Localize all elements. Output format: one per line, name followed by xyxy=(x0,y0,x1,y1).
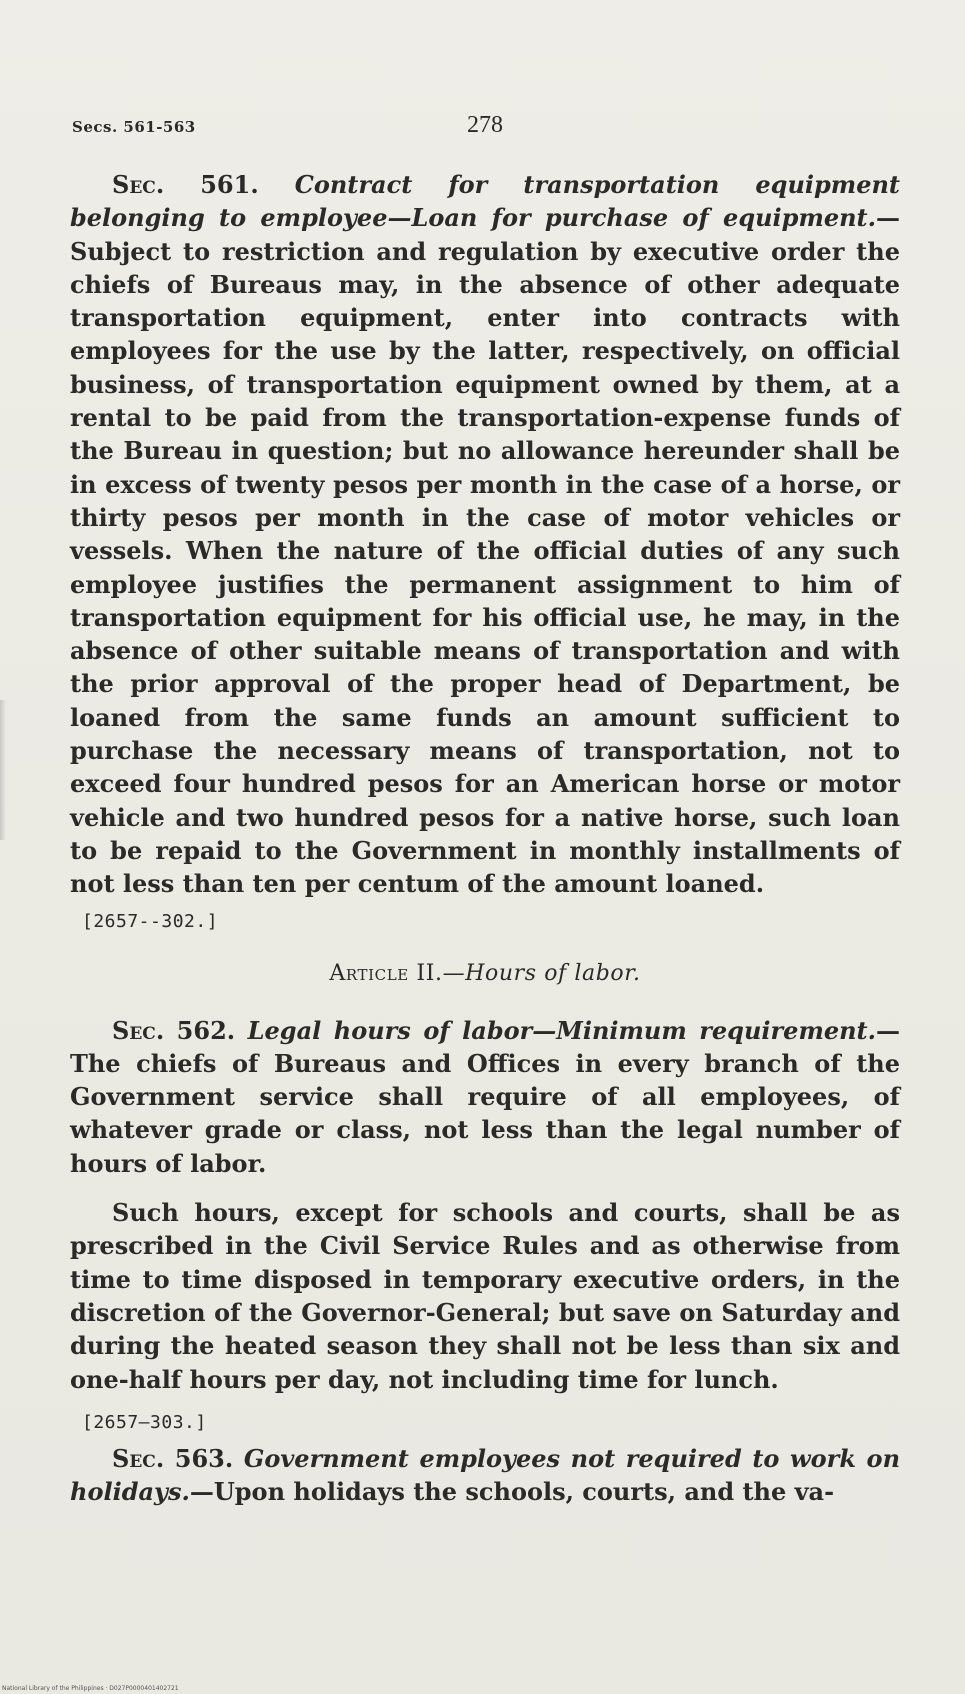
section-562 xyxy=(70,1014,900,1180)
section-563 xyxy=(70,1442,900,1509)
section-text: —Upon holidays the schools, courts, and the va- xyxy=(189,1477,835,1507)
body-text xyxy=(70,168,900,1508)
section-title: Contract for transportation equipment belonging to employee—Loan for purchase of equipment. xyxy=(70,170,901,233)
binding-shadow xyxy=(0,700,6,840)
article-heading xyxy=(70,961,900,986)
scan-credit: National Library of the Philippines · D027P0000401402721 xyxy=(2,1685,179,1692)
citation-562: [2657—303.] xyxy=(82,1411,207,1433)
article-title: —Hours of labor. xyxy=(442,960,641,986)
running-head xyxy=(72,112,902,144)
section-text: — The chiefs of Bureaus and Offices in every branch of the Government service shall require of all employees, of whatever grade or class, not less than the legal number of hours of labor. xyxy=(70,1015,901,1178)
section-label: Sec. 563. xyxy=(112,1443,234,1473)
section-title: Legal hours of labor—Minimum requirement. xyxy=(247,1015,877,1045)
paragraph-gap xyxy=(70,1180,900,1196)
article-label: Article II. xyxy=(329,960,443,986)
section-label: Sec. 562. xyxy=(112,1015,236,1045)
section-561 xyxy=(70,168,900,901)
page-number: 278 xyxy=(467,112,503,138)
section-range: Secs. 561-563 xyxy=(72,118,196,136)
section-text: —Subject to restriction and regulation by executive order the chiefs of Bureaus may, in the absence of other adequate transportation equipment, enter into contracts with employees for the use by the latter, respectively, on official business, of transportation equipment owned by them, at a rental to be paid from the transportation-expense funds of the Bureau in question; but no allowance hereunder shall be in excess of twenty pesos per month in the case of a horse, or thirty pesos per month in the case of motor vehicles or vessels. When the nature of the official duties of any such employee justifies the permanent assignment to him of transportation equipment for his official use, he may, in the absence of other suitable means of transportation and with the prior approval of the proper head of Department, be loaned from the same funds an amount sufficient to purchase the necessary means of transportation, not to exceed four hundred pesos for an American horse or motor vehicle and two hundred pesos for a native horse, such loan to be repaid to the Government in monthly installments of not less than ten per centum of the amount loaned. xyxy=(70,203,900,899)
section-label: Sec. 561. xyxy=(112,170,259,199)
citation-561: [2657--302.] xyxy=(82,910,219,932)
section-562-paragraph-2: Such hours, except for schools and courts, shall be as prescribed in the Civil Service Rules and as otherwise from time to time disposed in temporary executive orders, in the discretion of the Governor-General; but save on Saturday and during the heated season they shall not be less than six and one-half hours per day, not including time for lunch. xyxy=(70,1198,900,1394)
section-title: Government employees not required to work on holidays. xyxy=(70,1443,901,1507)
